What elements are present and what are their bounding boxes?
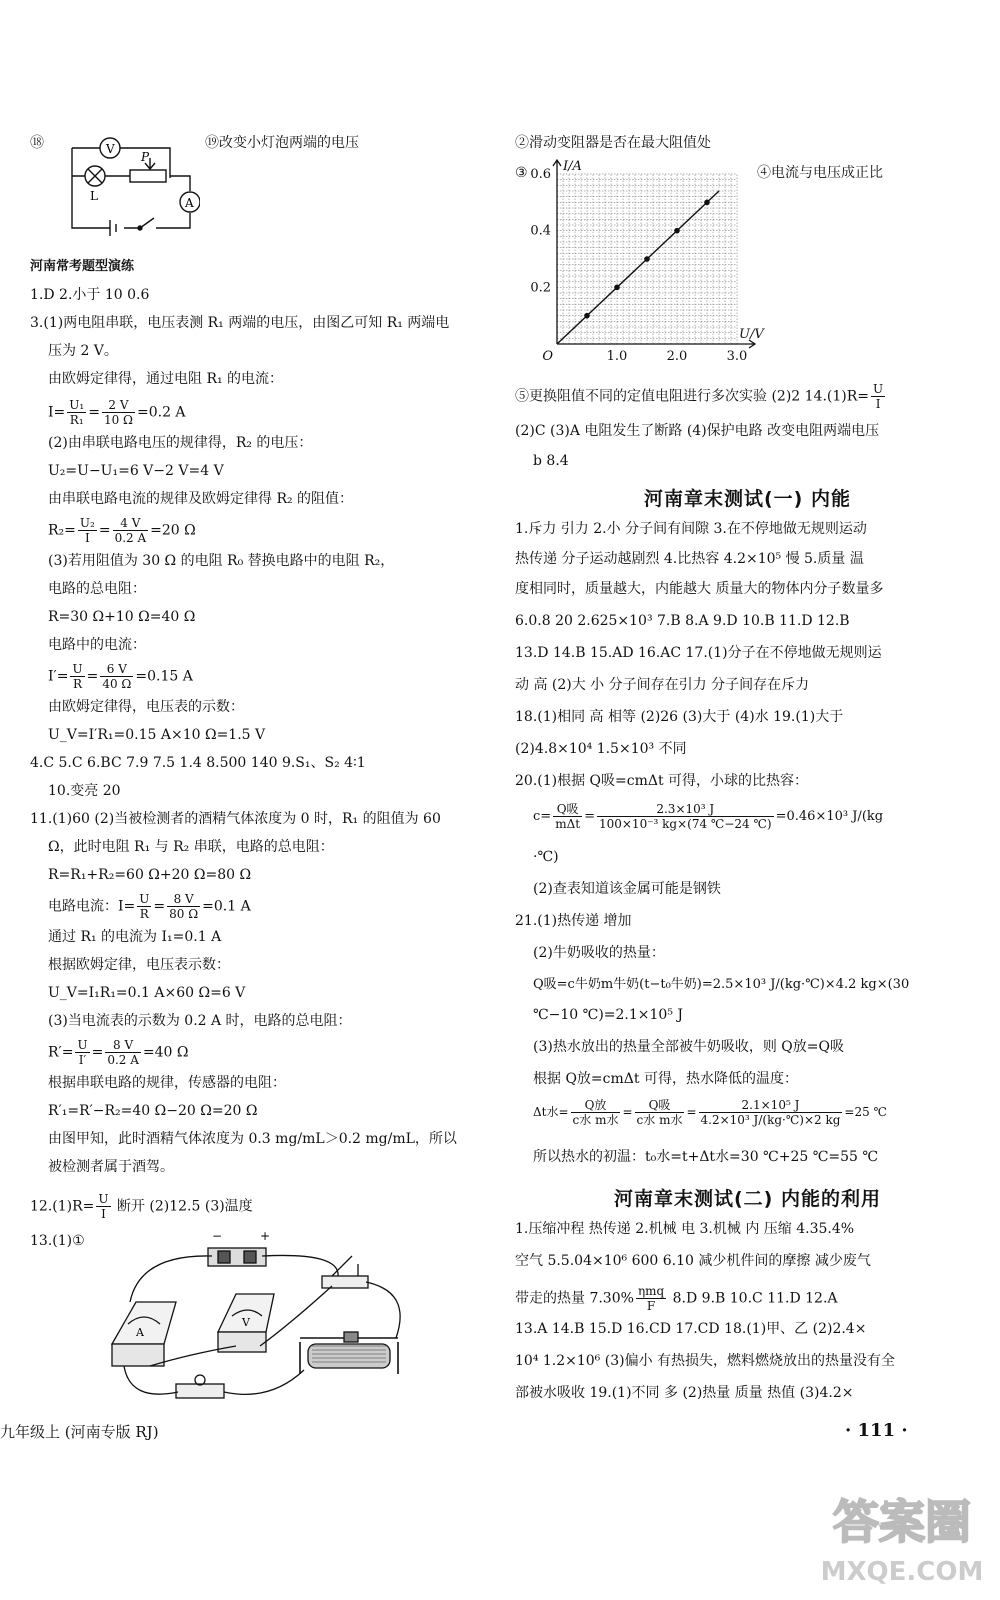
answer-line: 1.斥力 引力 2.小 分子间有间隙 3.在不停地做无规则运动 — [515, 521, 867, 537]
x-axis-label: U/V — [739, 327, 764, 342]
answer-line: (2)由串联电路电压的规律得，R₂ 的电压： — [48, 435, 313, 451]
q13-ammeter-label: A — [136, 1326, 144, 1339]
origin-label: O — [542, 349, 553, 364]
q13-battery-plus: + — [260, 1229, 271, 1243]
fit-line — [557, 191, 719, 344]
answer-line: 根据 Q放=cmΔt 可得，热水降低的温度： — [533, 1071, 798, 1087]
answer-line: 21.(1)热传递 增加 — [515, 913, 632, 929]
q13-battery-minus: − — [212, 1229, 223, 1243]
equation-R2: R₂= $\frac{\text{U₂}}{I}$ = $\frac{4 V}{0.2 A}$ =20 Ω — [48, 516, 196, 545]
section-title-practice: 河南常考题型演练 — [30, 259, 135, 274]
answer-line: ⑤更换阻值不同的定值电阻进行多次实验 (2)2 14.(1)R= $\frac{U}{I}$ — [515, 382, 884, 411]
q12-answer: 12.(1)R= $\frac{U}{I}$ 断开 (2)12.5 (3)温度 — [30, 1192, 253, 1221]
answer-line: ②滑动变阻器是否在最大阻值处 — [515, 135, 711, 151]
q18-answer: ⑲改变小灯泡两端的电压 — [205, 135, 359, 151]
answer-line: Ω，此时电阻 R₁ 与 R₂ 串联，电路的总电阻： — [48, 839, 334, 855]
answer-line: 动 高 (2)大 小 分子间存在引力 分子间存在斥力 — [515, 677, 810, 693]
answer-line: R=R₁+R₂=60 Ω+20 Ω=80 Ω — [48, 867, 252, 883]
answer-line: 13.A 14.B 15.D 16.CD 17.CD 18.(1)甲、乙 (2)2.4× — [515, 1321, 867, 1337]
answer-line: U_V=I₁R₁=0.1 A×60 Ω=6 V — [48, 985, 246, 1001]
y-tick-label: 0.2 — [530, 280, 551, 296]
data-point — [674, 228, 680, 234]
q18-voltmeter-label: V — [106, 142, 115, 156]
answer-line: 18.(1)相同 高 相等 (2)26 (3)大于 (4)水 19.(1)大于 — [515, 709, 844, 725]
answer-line: 空气 5.5.04×10⁶ 600 6.10 减少机件间的摩擦 减少废气 — [515, 1253, 871, 1269]
answer-line: 电路中的电流： — [48, 637, 146, 653]
equation-I-prime: I′= $\frac{U}{R}$ = $\frac{6 V}{40 \Omega}$ =0.15 A — [48, 662, 193, 691]
q18-number: ⑱ — [30, 135, 44, 151]
answer-line: 10⁴ 1.2×10⁶ (3)偏小 有热损失，燃料燃烧放出的热量没有全 — [515, 1353, 896, 1369]
y-axis-label: I/A — [563, 159, 582, 174]
equation-circuit-current: 电路电流：I= $\frac{U}{R}$ = $\frac{8 V}{80 \Omega}$ =0.1 A — [48, 892, 251, 921]
x-axis — [557, 340, 755, 348]
answer-line: (2)查表知道该金属可能是钢铁 — [533, 881, 721, 897]
y-axis — [553, 160, 561, 344]
answer-line: (3)热水放出的热量全部被牛奶吸收，则 Q放=Q吸 — [533, 1039, 844, 1055]
answer-line: (2)牛奶吸收的热量： — [533, 945, 665, 961]
equation-temperature-drop: Δt水= $\frac{\text{Q放}}{\text{c水 m水}}$ = $\frac{\text{Q吸}}{\text{c水 m水}}$ = $\frac{\text{2.1×10⁵ J}}{\text{4.2×10³ J/(kg·℃)×2 kg}}$ =25 ℃ — [533, 1098, 887, 1127]
svg-text:MXQE.COM: MXQE.COM — [820, 1557, 984, 1587]
data-point — [584, 313, 590, 319]
answer-line: 1.D 2.小于 10 0.6 — [30, 287, 150, 303]
answer-line: 根据欧姆定律，电压表示数： — [48, 957, 230, 973]
x-tick-label: 1.0 — [606, 349, 628, 364]
data-point — [704, 200, 710, 206]
q13-wiring-illustration — [100, 1224, 460, 1409]
data-point — [614, 285, 620, 291]
answer-line: 被检测者属于酒驾。 — [48, 1159, 174, 1175]
q18-ammeter-label: A — [185, 196, 194, 210]
equation-I: I= $\frac{\text{U₁}}{\text{R₁}}$ = $\frac{2 V}{10 \Omega}$ =0.2 A — [48, 398, 186, 427]
answer-line: 11.(1)60 (2)当被检测者的酒精气体浓度为 0 时，R₁ 的阻值为 60 — [30, 811, 441, 827]
q18-circuit-diagram — [50, 128, 200, 248]
answer-line: 通过 R₁ 的电流为 I₁=0.1 A — [48, 929, 222, 945]
equation-R-prime: R′= $\frac{U}{I'}$ = $\frac{8 V}{0.2 A}$ =40 Ω — [48, 1038, 189, 1067]
watermark-logo — [810, 1480, 995, 1590]
answer-line: 4.C 5.C 6.BC 7.9 7.5 1.4 8.500 140 9.S₁、S₂ 4∶1 — [30, 755, 366, 771]
answer-line: 所以热水的初温：t₀水=t+Δt水=30 ℃+25 ℃=55 ℃ — [533, 1149, 879, 1165]
x-tick-label: 3.0 — [726, 349, 748, 364]
footer-book-info: 九年级上 (河南专版 RJ) — [0, 1423, 159, 1441]
svg-text:答案圈: 答案圈 — [833, 1495, 971, 1549]
graph-conclusion: ④电流与电压成正比 — [757, 165, 883, 181]
q18-slider-label: P — [141, 150, 150, 164]
answer-line: 1.压缩冲程 热传递 2.机械 电 3.机械 内 压缩 4.35.4% — [515, 1221, 855, 1237]
answer-line: 压为 2 V。 — [48, 343, 118, 359]
answer-line: 部被水吸收 19.(1)不同 多 (2)热量 质量 热值 (3)4.2× — [515, 1385, 854, 1401]
answer-line: (3)若用阻值为 30 Ω 的电阻 R₀ 替换电路中的电阻 R₂， — [48, 553, 395, 569]
q13-voltmeter-label: V — [242, 1316, 250, 1329]
answer-line: (3)当电流表的示数为 0.2 A 时，电路的总电阻： — [48, 1013, 352, 1029]
y-tick-label: 0.4 — [530, 223, 551, 239]
answer-line: 由欧姆定律得，通过电阻 R₁ 的电流： — [48, 371, 284, 387]
answer-line: 热传递 分子运动越剧烈 4.比热容 4.2×10⁵ 慢 5.质量 温 — [515, 551, 864, 567]
graph-number: ③ — [515, 165, 528, 181]
answer-line: 20.(1)根据 Q吸=cmΔt 可得，小球的比热容： — [515, 773, 809, 789]
answer-line: 3.(1)两电阻串联，电压表测 R₁ 两端的电压，由图乙可知 R₁ 两端电 — [30, 315, 450, 331]
data-point — [644, 256, 650, 262]
equation-specific-heat: c= $\frac{\text{Q吸}}{\text{mΔt}}$ = $\frac{\text{2.3×10³ J}}{\text{100×10⁻³ kg×(74 ℃−24 ℃)}}$ =0.46×10³ J/(kg — [533, 802, 884, 831]
answer-line: R=30 Ω+10 Ω=40 Ω — [48, 609, 196, 625]
answer-line: 由串联电路电流的规律及欧姆定律得 R₂ 的阻值： — [48, 491, 354, 507]
answer-line: 6.0.8 20 2.625×10³ 7.B 8.A 9.D 10.B 11.D 12.B — [515, 613, 850, 629]
x-tick-label: 2.0 — [666, 349, 688, 364]
answer-line: b 8.4 — [533, 453, 569, 469]
iu-graph — [525, 156, 765, 366]
answer-line: R′₁=R′−R₂=40 Ω−20 Ω=20 Ω — [48, 1103, 258, 1119]
answer-line: U₂=U−U₁=6 V−2 V=4 V — [48, 463, 224, 479]
answer-line: ·℃) — [533, 849, 559, 865]
section-title-chapter-test-2: 河南章末测试(二) 内能的利用 — [614, 1188, 881, 1210]
answer-line: 由欧姆定律得，电压表的示数： — [48, 699, 244, 715]
answer-line: (2)C (3)A 电阻发生了断路 (4)保护电路 改变电阻两端电压 — [515, 423, 880, 439]
answer-line: 13.D 14.B 15.AD 16.AC 17.(1)分子在不停地做无规则运 — [515, 645, 882, 661]
answer-line: 度相同时，质量越大，内能越大 质量大的物体内分子数量多 — [515, 581, 884, 597]
answer-line: 根据串联电路的规律，传感器的电阻： — [48, 1075, 286, 1091]
q18-lamp-label: L — [90, 189, 98, 203]
page-number: · 111 · — [845, 1420, 908, 1441]
answer-line: ℃−10 ℃)=2.1×10⁵ J — [533, 1007, 683, 1023]
answer-line: 电路的总电阻： — [48, 581, 146, 597]
answer-line: 13.(1)① — [30, 1233, 85, 1249]
section-title-chapter-test-1: 河南章末测试(一) 内能 — [644, 488, 851, 510]
answer-line: (2)4.8×10⁴ 1.5×10³ 不同 — [515, 741, 687, 757]
answer-line: 带走的热量 7.30% $\frac{\text{ηmq}}{F}$ 8.D 9.B 10.C 11.D 12.A — [515, 1284, 838, 1313]
answer-line: U_V=I′R₁=0.15 A×10 Ω=1.5 V — [48, 727, 266, 743]
answer-line: 由图甲知，此时酒精气体浓度为 0.3 mg/mL＞0.2 mg/mL，所以 — [48, 1131, 457, 1147]
answer-line: Q吸=c牛奶m牛奶(t−t₀牛奶)=2.5×10³ J/(kg·℃)×4.2 kg×(30 — [533, 977, 910, 992]
y-tick-label: 0.6 — [530, 167, 551, 182]
answer-line: 10.变亮 20 — [48, 783, 121, 799]
